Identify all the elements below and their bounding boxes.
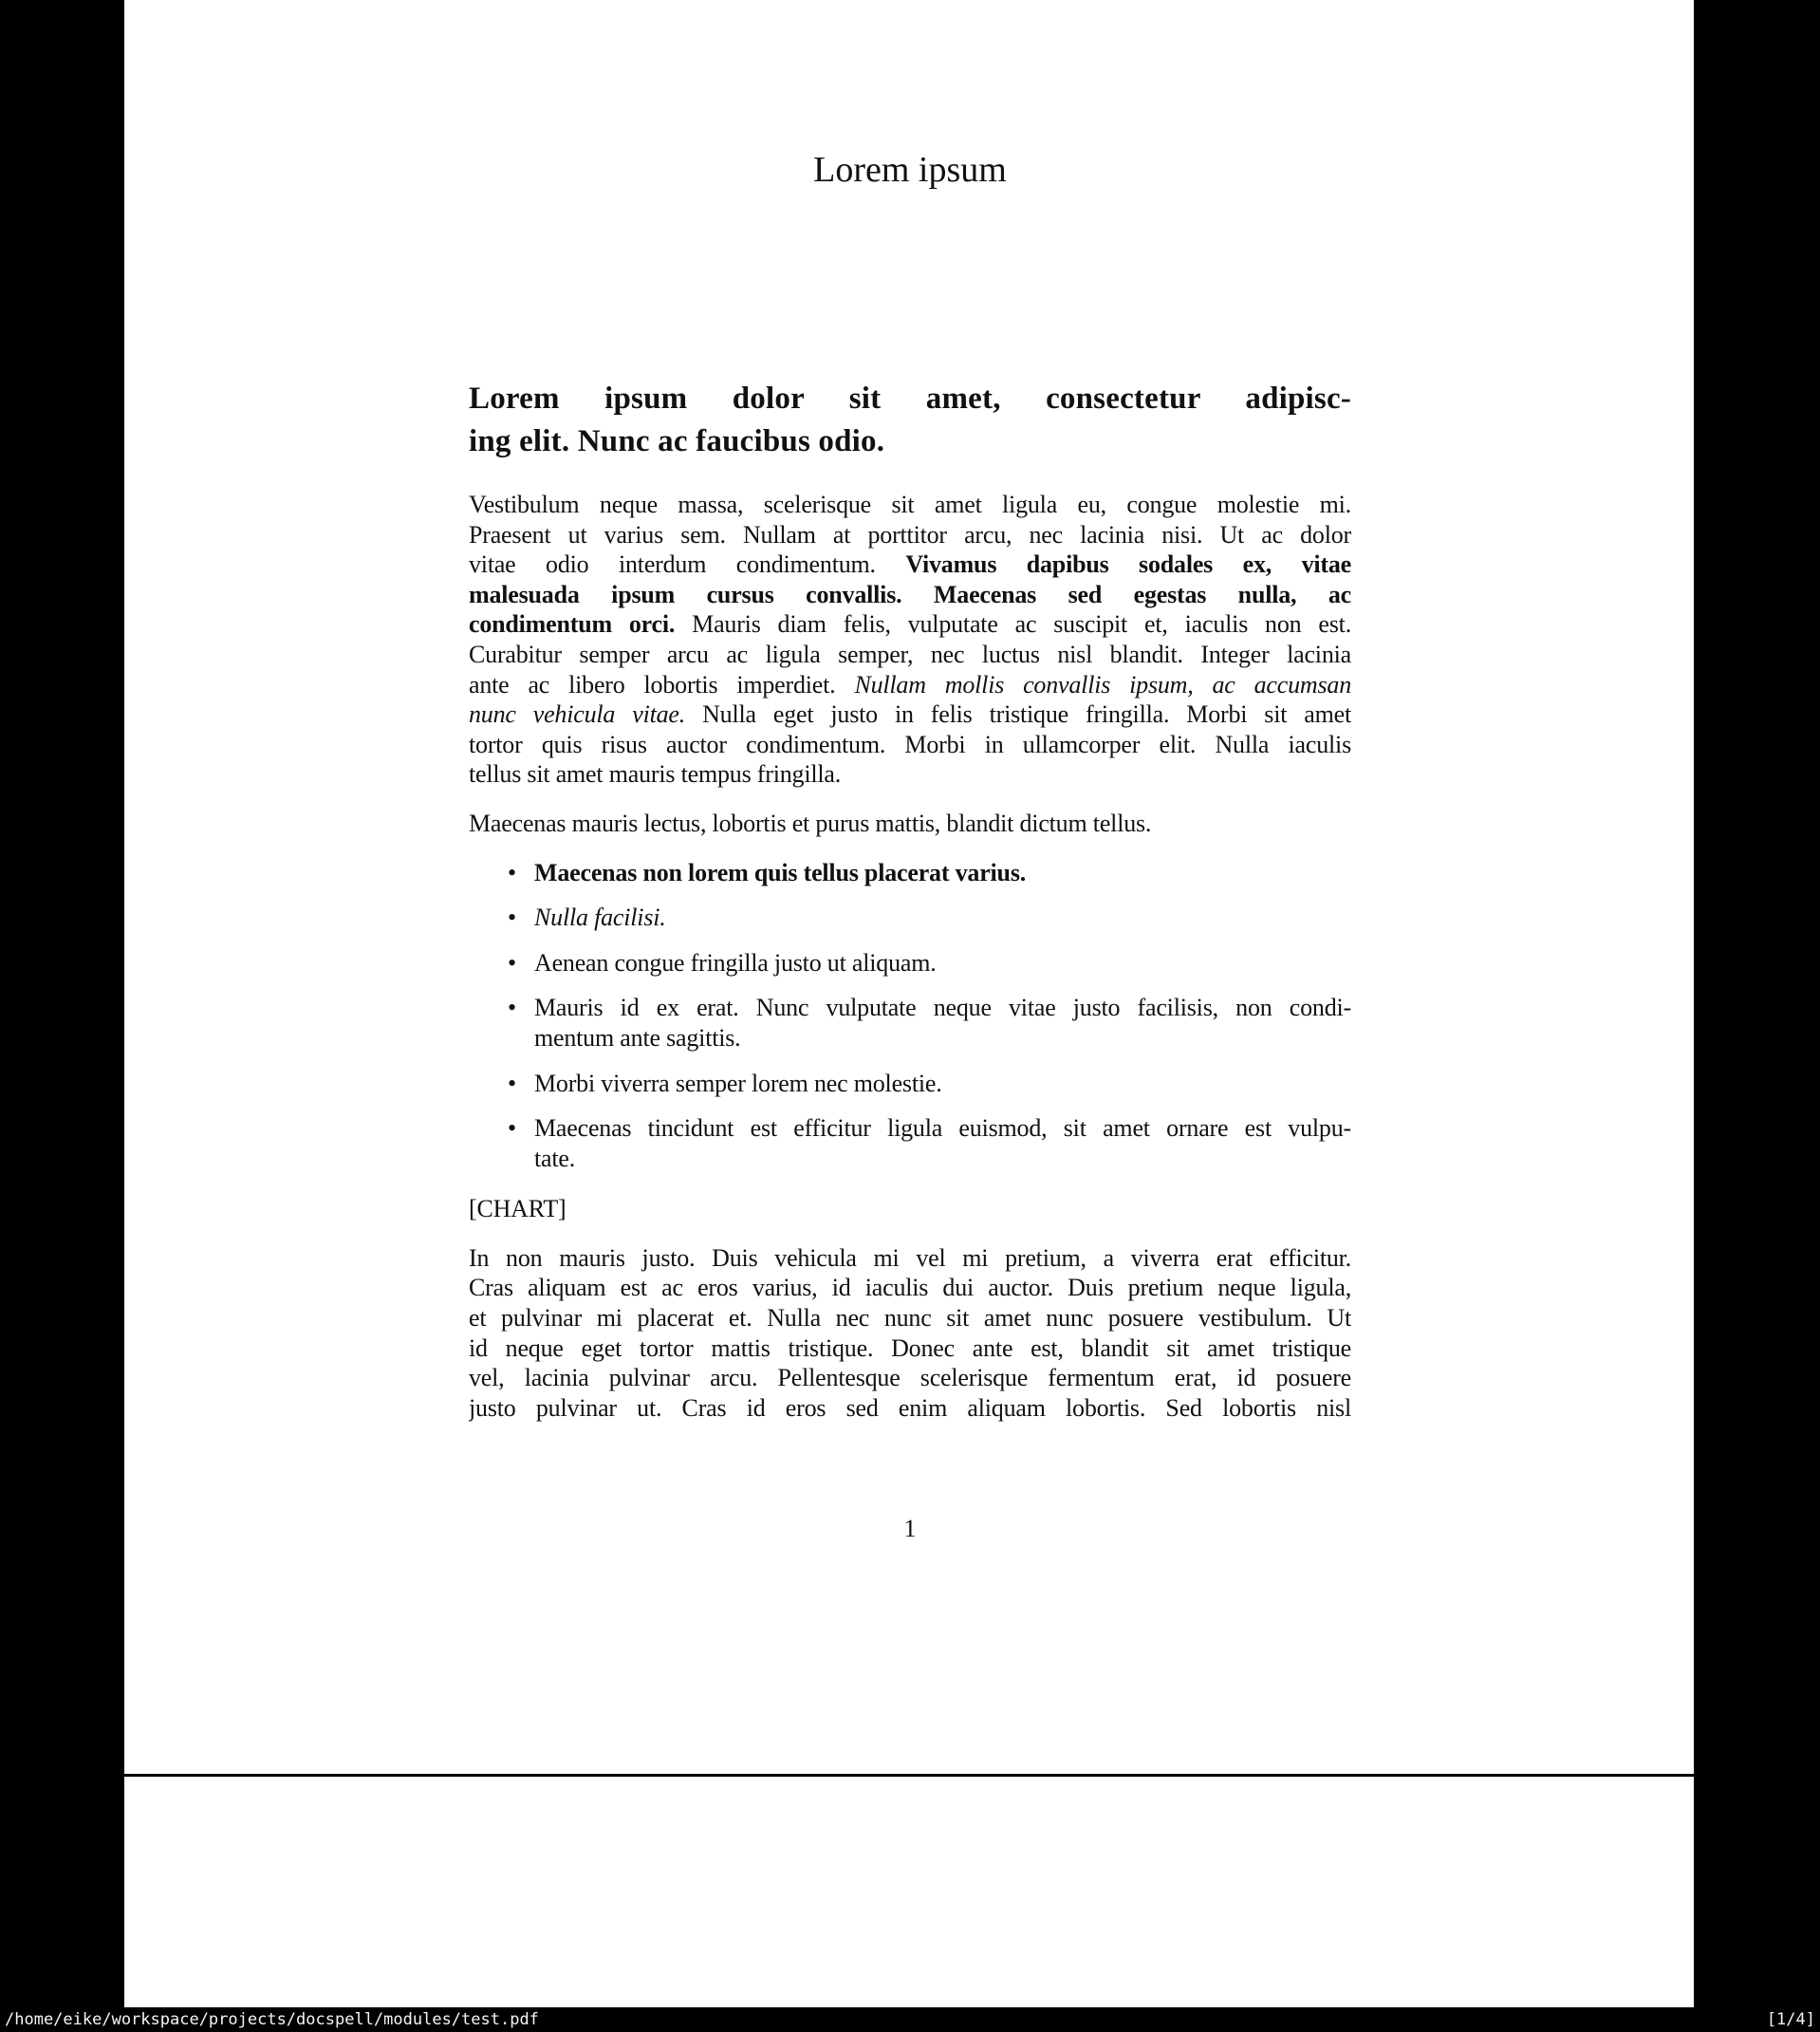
bullet-icon: • [508,858,516,886]
list-item [469,1113,1351,1173]
paragraph [469,490,1351,790]
list-item-line: mentum ante sagittis. [534,1023,741,1052]
page-content [469,378,1351,1442]
bullet-icon: • [508,1114,516,1143]
statusbar [0,2007,1820,2032]
body-line: nunc vehicula vitae. Nulla eget justo in felis tristique fringilla. Morbi sit amet [469,700,1351,729]
document-title: Lorem ipsum [813,150,1007,190]
list-item-line: Mauris id ex erat. Nunc vulputate neque vitae justo facilisis, non condi- [534,994,1351,1022]
page-indicator: [1/4] [1766,2010,1815,2029]
list-item-line: Maecenas tincidunt est efficitur ligula euismod, sit amet ornare est vulpu- [534,1114,1351,1143]
bullet-icon: • [508,1069,516,1097]
page-number: 1 [903,1515,917,1542]
body-line: Cras aliquam est ac eros varius, id iaculis dui auctor. Duis pretium neque ligula, [469,1274,1351,1302]
bullet-icon: • [508,994,516,1022]
body-line: vel, lacinia pulvinar arcu. Pellentesque scelerisque fermentum erat, id posuere [469,1364,1351,1392]
body-line: tortor quis risus auctor condimentum. Morbi in ullamcorper elit. Nulla iaculis [469,730,1351,758]
body-line: Vestibulum neque massa, scelerisque sit amet ligula eu, congue molestie mi. [469,491,1351,518]
chart-placeholder [469,1194,1351,1224]
list-item-line: Nulla facilisi. [534,904,666,932]
heading-line: ing elit. Nunc ac faucibus odio. [469,424,885,458]
list-item [469,1069,1351,1099]
list-item [469,858,1351,888]
body-line: Curabitur semper arcu ac ligula semper, nec luctus nisl blandit. Integer lacinia [469,640,1351,668]
list-item [469,948,1351,979]
body-line: malesuada ipsum cursus convallis. Maecenas sed egestas nulla, ac [469,580,1351,608]
body-line: condimentum orci. Mauris diam felis, vulputate ac suscipit et, iaculis non est. [469,610,1351,639]
bullet-icon: • [508,904,516,932]
section-heading [469,378,1351,463]
bullet-list [469,858,1351,1174]
list-item-line: tate. [534,1144,576,1172]
body-line: In non mauris justo. Duis vehicula mi vel mi pretium, a viverra erat efficitur. [469,1243,1351,1272]
body-line: [CHART] [469,1195,566,1223]
body-line: Maecenas mauris lectus, lobortis et purus mattis, blandit dictum tellus. [469,809,1152,837]
body-line: et pulvinar mi placerat et. Nulla nec nunc sit amet nunc posuere vestibulum. Ut [469,1304,1351,1333]
list-item [469,903,1351,933]
pdf-page-2[interactable] [124,1777,1694,2007]
list-item-line: Aenean congue fringilla justo ut aliquam. [534,948,937,977]
pdf-page-1[interactable] [124,0,1694,1774]
paragraph [469,809,1351,839]
body-line: justo pulvinar ut. Cras id eros sed enim aliquam lobortis. Sed lobortis nisl [469,1393,1351,1422]
body-line: tellus sit amet mauris tempus fringilla. [469,760,842,789]
list-item-line: Maecenas non lorem quis tellus placerat varius. [534,858,1027,886]
file-path: /home/eike/workspace/projects/docspell/modules/test.pdf [5,2010,539,2029]
body-line: id neque eget tortor mattis tristique. Donec ante est, blandit sit amet tristique [469,1333,1351,1362]
bullet-icon: • [508,948,516,977]
body-line: ante ac libero lobortis imperdiet. Nullam mollis convallis ipsum, ac accumsan [469,670,1351,699]
list-item-line: Morbi viverra semper lorem nec molestie. [534,1069,942,1097]
heading-line: Lorem ipsum dolor sit amet, consectetur adipisc- [469,382,1351,416]
list-item [469,993,1351,1053]
paragraph [469,1243,1351,1424]
body-line: vitae odio interdum condimentum. Vivamus dapibus sodales ex, vitae [469,550,1351,579]
body-line: Praesent ut varius sem. Nullam at porttitor arcu, nec lacinia nisi. Ut ac dolor [469,520,1351,549]
